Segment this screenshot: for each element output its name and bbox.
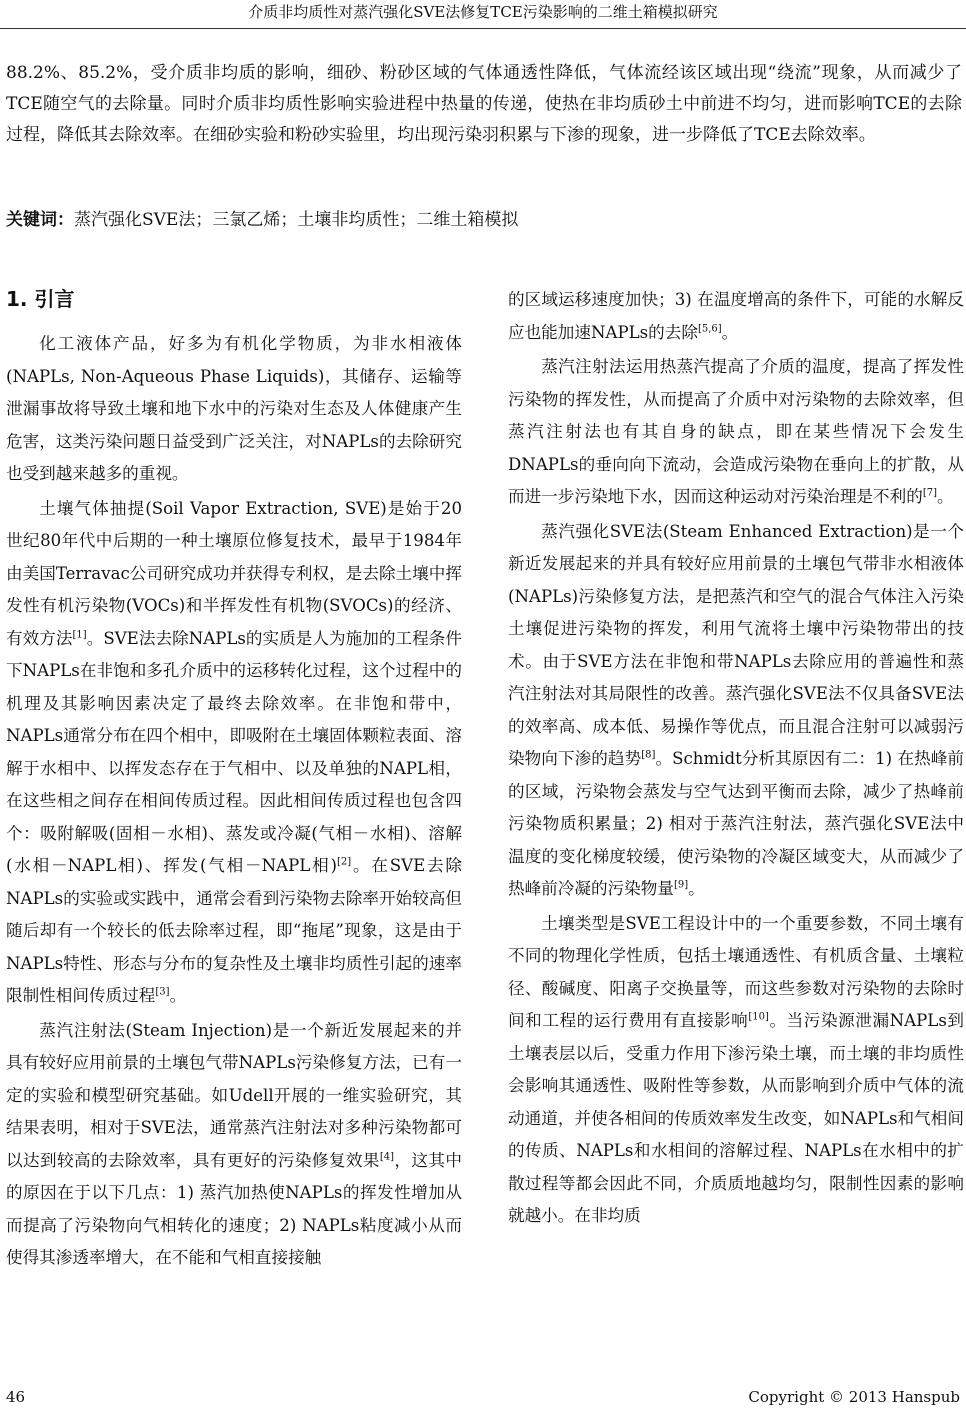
paragraph: 化工液体产品，好多为有机化学物质，为非水相液体(NAPLs, Non-Aqueous Phase Liquids)，其储存、运输等泄漏事故将导致土壤和地下水中的污染对生态及人体健康产生危害，这类污染问题日益受到广泛关注，对NAPLs的去除研究也受到越来越多的重视。 (6, 334, 462, 483)
citation: [8] (641, 749, 656, 761)
citation: [9] (673, 879, 689, 891)
section-title: 1. 引言 (6, 287, 75, 311)
citation: [5,6] (697, 322, 722, 334)
paragraph: 蒸汽注射法运用热蒸汽提高了介质的温度，提高了挥发性污染物的挥发性，从而提高了介质中对污染物的去除效率，但蒸汽注射法也有其自身的缺点，即在某些情况下会发生DNAPLs的垂向向下流动，会造成污染物在垂向上的扩散，从而进一步污染地下水，因而这种运动对污染治理是不利的[7]。 (508, 357, 964, 506)
citation: [7] (922, 487, 938, 499)
right-column (508, 284, 964, 1233)
keywords-text: 蒸汽强化SVE法；三氯乙烯；土壤非均质性；二维土箱模拟 (74, 210, 519, 230)
paragraph: 土壤气体抽提(Soil Vapor Extraction, SVE)是始于20世纪80年代中后期的一种土壤原位修复技术，最早于1984年由美国Terravac公司研究成功并获得专利权，是去除土壤中挥发性有机污染物(VOCs)和半挥发性有机物(SVOCs)的经济、有效方法[1]。SVE法去除NAPLs的实质是人为施加的工程条件下NAPLs在非饱和多孔介质中的运移转化过程，这个过程中的机理及其影响因素决定了最终去除效率。在非饱和带中，NAPLs通常分布在四个相中，即吸附在土壤固体颗粒表面、溶解于水相中、以挥发态存在于气相中、以及单独的NAPL相，在这些相之间存在相间传质过程。因此相间传质过程也包含四个：吸附解吸(固相－水相)、蒸发或冷凝(气相－水相)、溶解(水相－NAPL相)、挥发(气相－NAPL相)[2]。在SVE去除NAPLs的实验或实践中，通常会看到污染物去除率开始较高但随后却有一个较长的低去除率过程，即“拖尾”现象，这是由于NAPLs特性、形态与分布的复杂性及土壤非均质性引起的速率限制性相间传质过程[3]。 (6, 498, 462, 1005)
page-number: 46 (6, 1388, 26, 1406)
left-column (6, 284, 462, 1275)
paragraph: 蒸汽强化SVE法(Steam Enhanced Extraction)是一个新近发展起来的并具有较好应用前景的土壤包气带非水相液体(NAPLs)污染修复方法，是把蒸汽和空气的混合气体注入污染土壤促进污染物的挥发，利用气流将土壤中污染物带出的技术。由于SVE方法在非饱和带NAPLs去除应用的普遍性和蒸汽注射法对其局限性的改善。蒸汽强化SVE法不仅具备SVE法的效率高、成本低、易操作等优点，而且混合注射可以减弱污染物向下渗的趋势[8]。Schmidt分析其原因有二：1) 在热峰前的区域，污染物会蒸发与空气达到平衡而去除，减少了热峰前污染物质积累量；2) 相对于蒸汽注射法，蒸汽强化SVE法中温度的变化梯度较缓，使污染物的冷凝区域变大，从而减少了热峰前冷凝的污染物量[9]。 (508, 521, 964, 898)
header-rule (0, 28, 966, 29)
citation: [4] (379, 1150, 395, 1162)
citation: [3] (155, 986, 170, 998)
keywords-line (6, 206, 962, 234)
paragraph: 蒸汽注射法(Steam Injection)是一个新近发展起来的并具有较好应用前景的土壤包气带NAPLs污染修复方法，已有一定的实验和模型研究基础。如Udell开展的一维实验研究，其结果表明，相对于SVE法，通常蒸汽注射法对多种污染物都可以达到较高的去除效率，具有更好的污染修复效果[4]，这其中的原因在于以下几点：1) 蒸汽加热使NAPLs的挥发性增加从而提高了污染物向气相转化的速度；2) NAPLs粘度减小从而使得其渗透率增大，在不能和气相直接接触 (6, 1020, 463, 1267)
copyright: Copyright © 2013 Hanspub (748, 1388, 960, 1406)
citation: [2] (336, 856, 352, 868)
running-title: 介质非均质性对蒸汽强化SVE法修复TCE污染影响的二维土箱模拟研究 (248, 3, 718, 21)
citation: [1] (72, 628, 87, 640)
keywords-label: 关键词： (6, 210, 74, 230)
abstract-text: 88.2%、85.2%，受介质非均质的影响，细砂、粉砂区域的气体通透性降低，气体流经该区域出现“绕流”现象，从而减少了TCE随空气的去除量。同时介质非均质性影响实验进程中热量的传递，使热在非均质砂土中前进不均匀，进而影响TCE的去除过程，降低其去除效率。在细砂实验和粉砂实验里，均出现污染羽积累与下渗的现象，进一步降低了TCE去除效率。 (6, 63, 962, 145)
paragraph: 土壤类型是SVE工程设计中的一个重要参数，不同土壤有不同的物理化学性质，包括土壤通透性、有机质含量、土壤粒径、酸碱度、阳离子交换量等，而这些参数对污染物的去除时间和工程的运行费用有直接影响[10]。当污染源泄漏NAPLs到土壤表层以后，受重力作用下渗污染土壤，而土壤的非均质性会影响其通透性、吸附性等参数，从而影响到介质中气体的流动通道，并使各相间的传质效率发生改变，如NAPLs和气相间的传质、NAPLs和水相间的溶解过程、NAPLs在水相中的扩散过程等都会因此不同，介质质地越均匀，限制性因素的影响就越小。在非均质 (508, 913, 965, 1225)
citation: [10] (748, 1011, 769, 1023)
paragraph: 的区域运移速度加快；3) 在温度增高的条件下，可能的水解反应也能加速NAPLs的去除[5,6]。 (508, 290, 964, 342)
abstract-block (6, 58, 962, 151)
